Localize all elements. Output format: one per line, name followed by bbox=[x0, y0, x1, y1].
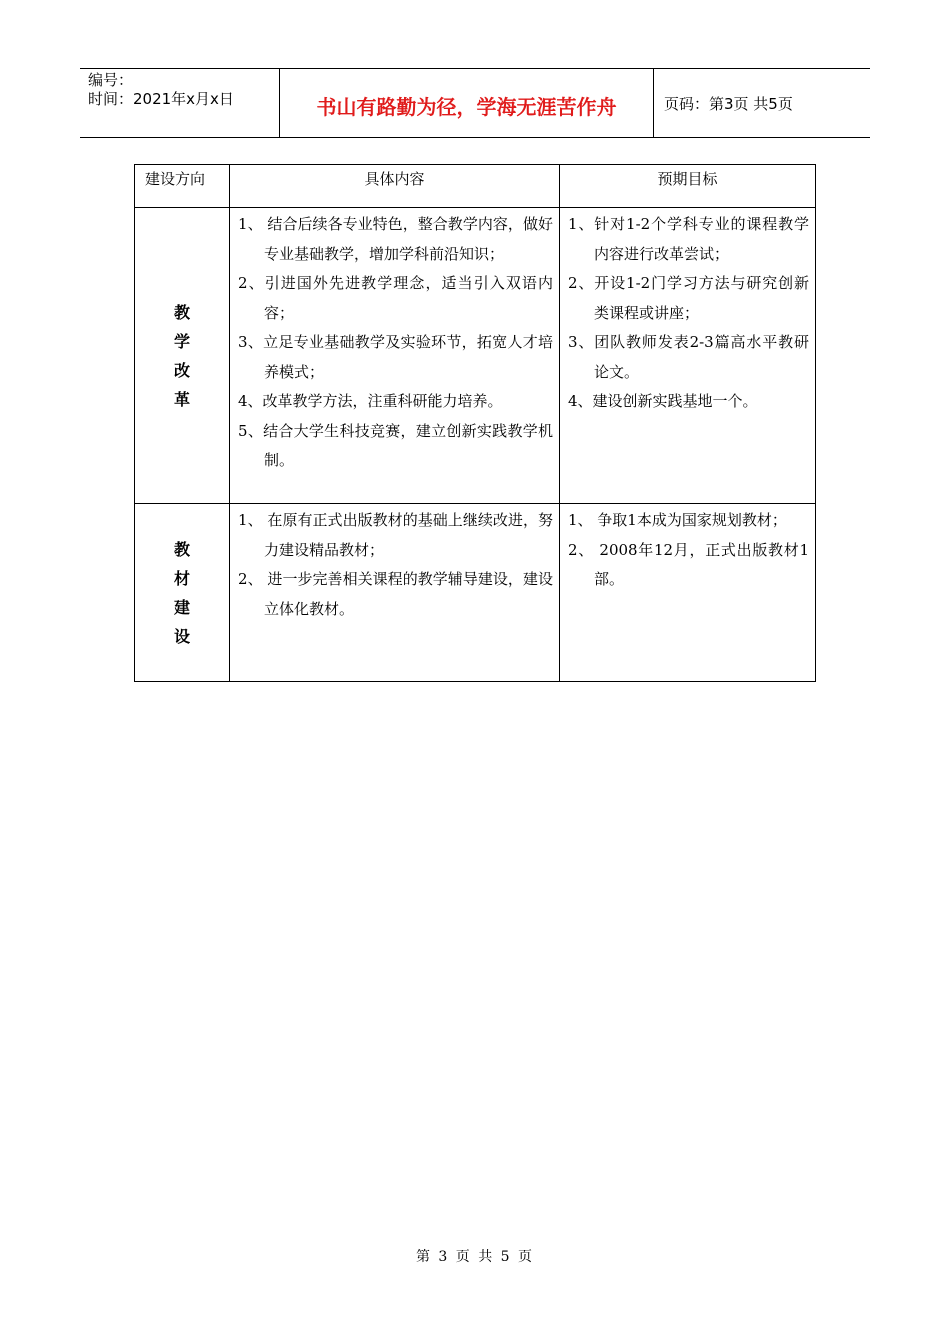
goals-cell bbox=[560, 504, 816, 682]
goal-item: 4、建设创新实践基地一个。 bbox=[568, 392, 758, 410]
content-cell bbox=[230, 504, 560, 682]
date-label: 时间：2021年x月x日 bbox=[88, 90, 234, 108]
content-item: 1、 在原有正式出版教材的基础上继续改进，努力建设精品教材； bbox=[238, 511, 553, 559]
direction-cell bbox=[135, 208, 230, 504]
table-header-row bbox=[135, 165, 816, 208]
goal-item: 3、团队教师发表2-3篇高水平教研论文。 bbox=[568, 333, 809, 381]
table-row bbox=[135, 208, 816, 504]
direction-char: 教 bbox=[173, 539, 190, 559]
direction-cell bbox=[135, 504, 230, 682]
page-footer: 第 3 页 共 5 页 bbox=[415, 1249, 535, 1265]
direction-char: 教 bbox=[173, 302, 190, 322]
direction-char: 学 bbox=[173, 331, 190, 351]
construction-table bbox=[134, 164, 816, 682]
goal-item: 2、 2008年12月，正式出版教材1部。 bbox=[568, 540, 809, 588]
content-cell bbox=[230, 208, 560, 504]
content-item: 5、结合大学生科技竞赛，建立创新实践教学机制。 bbox=[238, 421, 553, 469]
header-page-label: 页码：第3页 共5页 bbox=[664, 94, 793, 113]
goals-cell bbox=[560, 208, 816, 504]
header-motto: 书山有路勤为径，学海无涯苦作舟 bbox=[280, 69, 654, 137]
direction-char: 材 bbox=[173, 568, 190, 588]
header-meta bbox=[80, 69, 280, 137]
content-item: 3、立足专业基础教学及实验环节，拓宽人才培养模式； bbox=[238, 333, 553, 381]
content-item: 2、引进国外先进教学理念，适当引入双语内容； bbox=[238, 274, 553, 322]
table-row bbox=[135, 504, 816, 682]
col-header-direction: 建设方向 bbox=[135, 165, 230, 208]
content-item: 2、 进一步完善相关课程的教学辅导建设，建设立体化教材。 bbox=[238, 570, 553, 618]
col-header-content: 具体内容 bbox=[230, 165, 560, 208]
col-header-goals: 预期目标 bbox=[560, 165, 816, 208]
goal-item: 2、开设1-2门学习方法与研究创新类课程或讲座； bbox=[568, 274, 809, 322]
goal-item: 1、 争取1本成为国家规划教材； bbox=[568, 511, 787, 529]
goal-item: 1、针对1-2个学科专业的课程教学内容进行改革尝试； bbox=[568, 215, 809, 263]
page-header bbox=[80, 68, 870, 138]
direction-char: 建 bbox=[173, 597, 190, 617]
direction-char: 设 bbox=[173, 626, 190, 646]
number-label: 编号： bbox=[88, 71, 134, 89]
direction-char: 改 bbox=[173, 360, 190, 380]
content-item: 1、 结合后续各专业特色，整合教学内容，做好专业基础教学，增加学科前沿知识； bbox=[238, 215, 553, 263]
content-item: 4、改革教学方法，注重科研能力培养。 bbox=[238, 392, 503, 410]
direction-char: 革 bbox=[173, 389, 190, 409]
